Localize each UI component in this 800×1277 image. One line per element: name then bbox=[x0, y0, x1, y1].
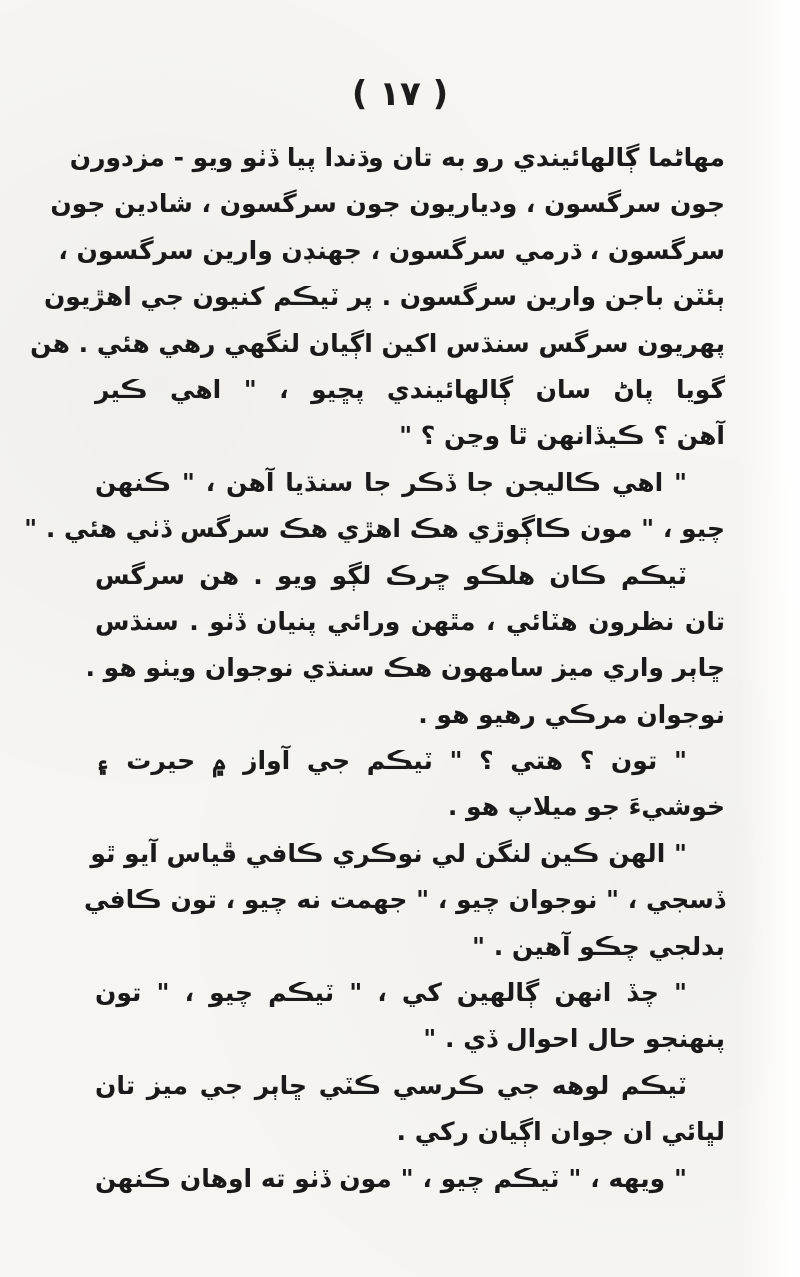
text-line: ڏسجي ، " نوجوان چيو ، " جهمت نه چيو ، تون ڪافي bbox=[83, 885, 725, 915]
text-line: نوجوان مرڪي رهيو هو . bbox=[418, 699, 725, 729]
text-line: تان نظرون هٽائي ، مٿھن ورائي پنيان ڏٺو . سنڌس bbox=[95, 606, 725, 636]
text-line: " تون ؟ هتي ؟ " ٽيڪم جي آواز ۾ حيرت ۽ bbox=[95, 746, 687, 776]
text-line: ٽيڪم ڪان ھلڪو ڇرڪ لڳو ويو . هن سرگس bbox=[95, 560, 687, 590]
text-line: آهن ؟ ڪيڏانهن ٿا وڃن ؟ " bbox=[399, 421, 725, 451]
text-line: ٽيڪم لوهه جي ڪرسي ڪٽي ڇاٻر جي ميز تان bbox=[95, 1070, 687, 1100]
text-line: " ويهه ، " ٽيڪم چيو ، " مون ڏٺو ته اوهان ڪنهن bbox=[95, 1163, 687, 1193]
text-line: " اهي ڪاليجن جا ڏڪر جا سنڌيا آهن ، " ڪنهن bbox=[95, 467, 687, 497]
body-text bbox=[24, 135, 725, 1202]
text-line: ڇاٻر واري ميز سامهون هڪ سنڌي نوجوان ويٺو هو . bbox=[85, 653, 725, 683]
text-line: جون سرگسون ، ودياريون جون سرگسون ، شادين جون bbox=[50, 189, 725, 219]
text-line: چيو ، " مون ڪاڳوڙي هڪ اهڙي هڪ سرگس ڏٺي هئي . " bbox=[24, 514, 725, 544]
text-line: بدلجي چڪو آهين . " bbox=[472, 931, 725, 961]
text-line: " الهن ڪين لنگن لي نوڪري ڪافي ڦياس آيو ٿو bbox=[90, 838, 687, 868]
text-line: گويا پاڻ سان ڳالهائيندي پڇيو ، " اهي ڪير bbox=[95, 374, 725, 404]
text-line: سرگسون ، ڌرمي سرگسون ، جهنڊن وارين سرگسون ، bbox=[58, 235, 725, 265]
text-line: " چڏ انهن ڳالهين کي ، " ٽيڪم چيو ، " تون bbox=[95, 978, 687, 1008]
text-line: ٻئٽن باجن وارين سرگسون . پر ٽيڪم کنيون جي اهڙيون bbox=[43, 282, 725, 312]
text-line: پهريون سرگس سنڌس اکين اڳيان لنگهي رهي هئي . هن bbox=[30, 328, 725, 358]
text-line: مھاڻما ڳالھائيندي رو به تان وڌندا پيا ڏٺو ويو - مزدورن bbox=[69, 143, 725, 172]
text-line: لڀائي ان جوان اڳيان رکي . bbox=[396, 1117, 725, 1147]
text-line: خوشيءَ جو ميلاپ هو . bbox=[447, 792, 725, 822]
page-number: ( ١٧ ) bbox=[351, 74, 449, 114]
text-line: پنهنجو حال احوال ڏي . " bbox=[423, 1024, 725, 1054]
